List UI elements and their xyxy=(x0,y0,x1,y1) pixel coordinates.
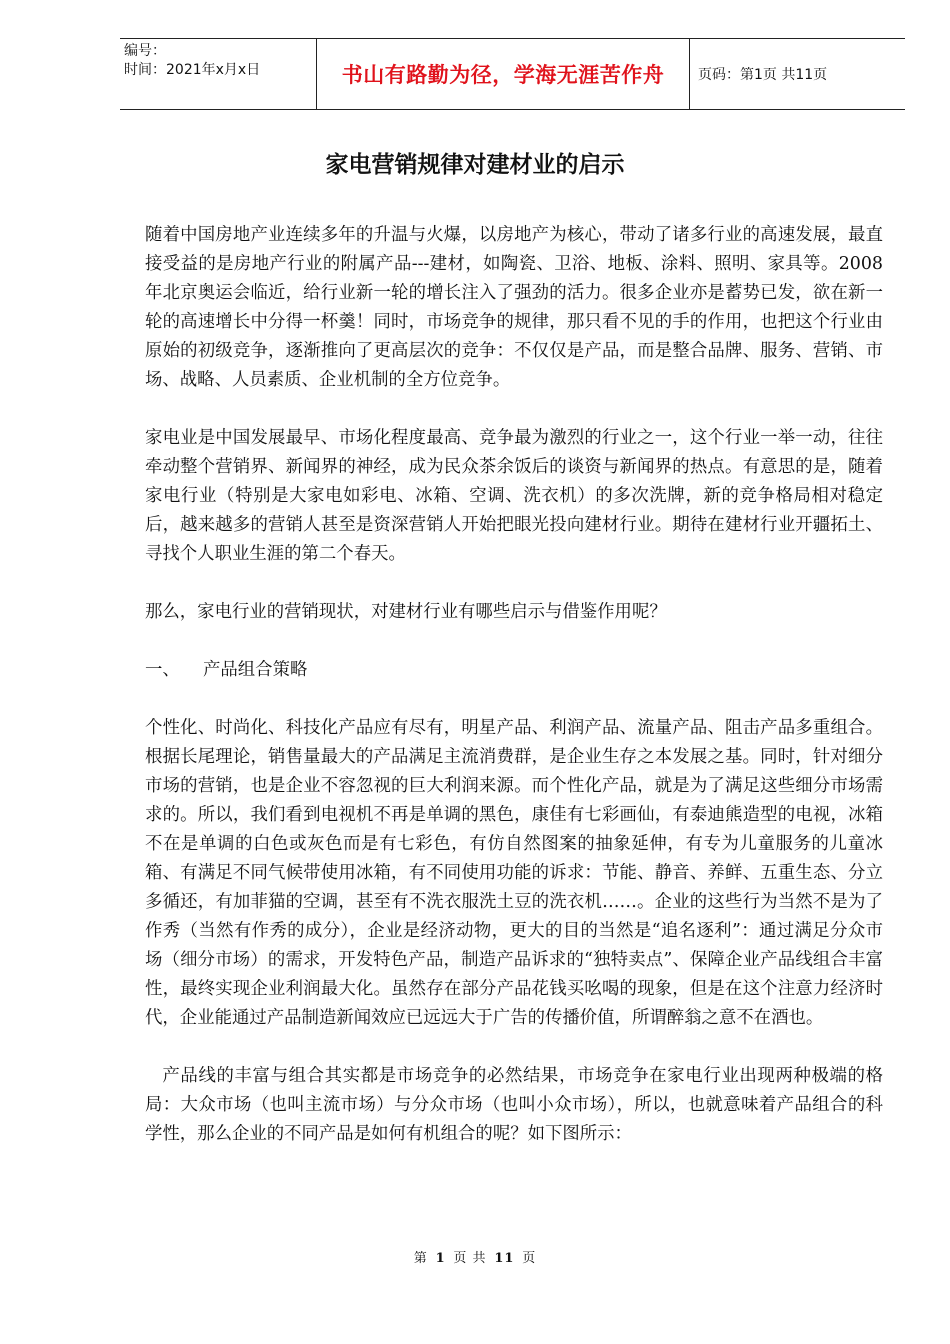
section-heading xyxy=(145,656,883,685)
footer-prefix: 第 xyxy=(413,1251,428,1266)
page-header xyxy=(120,38,905,110)
footer-total-pages: 11 xyxy=(494,1251,515,1266)
header-meta xyxy=(120,39,316,109)
section-heading-text: 产品组合策略 xyxy=(203,660,308,680)
header-page-info: 页码：第1页 共11页 xyxy=(698,67,828,83)
footer-suffix: 页 xyxy=(522,1251,537,1266)
paragraph: 个性化、时尚化、科技化产品应有尽有，明星产品、利润产品、流量产品、阻击产品多重组合。根据长尾理论，销售量最大的产品满足主流消费群，是企业生存之本发展之基。同时，针对细分市场的营销，也是企业不容忽视的巨大利润来源。而个性化产品，就是为了满足这些细分市场需求的。所以，我们看到电视机不再是单调的黑色，康佳有七彩画仙，有泰迪熊造型的电视，冰箱不在是单调的白色或灰色而是有七彩色，有仿自然图案的抽象延伸，有专为儿童服务的儿童冰箱、有满足不同气候带使用冰箱，有不同使用功能的诉求：节能、静音、养鲜、五重生态、分立多循还，有加菲猫的空调，甚至有不洗衣服洗土豆的洗衣机……。企业的这些行为当然不是为了作秀（当然有作秀的成分），企业是经济动物，更大的目的当然是“追名逐利”：通过满足分众市场（细分市场）的需求，开发特色产品，制造产品诉求的“独特卖点”、保障企业产品线组合丰富性，最终实现企业利润最大化。虽然存在部分产品花钱买吆喝的现象，但是在这个注意力经济时代，企业能通过产品制造新闻效应已远远大于广告的传播价值，所谓醉翁之意不在酒也。 xyxy=(145,718,883,1028)
paragraph: 产品线的丰富与组合其实都是市场竞争的必然结果，市场竞争在家电行业出现两种极端的格局：大众市场（也叫主流市场）与分众市场（也叫小众市场），所以，也就意味着产品组合的科学性，那么企业的不同产品是如何有机组合的呢？如下图所示： xyxy=(145,1066,883,1144)
footer-page-number: 1 xyxy=(435,1251,446,1266)
paragraph: 那么，家电行业的营销现状，对建材行业有哪些启示与借鉴作用呢？ xyxy=(145,602,667,622)
time-label: 时间：2021年x月x日 xyxy=(124,62,261,78)
paragraph: 随着中国房地产业连续多年的升温与火爆，以房地产为核心，带动了诸多行业的高速发展，最直接受益的是房地产行业的附属产品---建材，如陶瓷、卫浴、地板、涂料、照明、家具等。2008年北京奥运会临近，给行业新一轮的增长注入了强劲的活力。很多企业亦是蓄势已发，欲在新一轮的高速增长中分得一杯羹！同时，市场竞争的规律，那只看不见的手的作用，也把这个行业由原始的初级竞争，逐渐推向了更高层次的竞争：不仅仅是产品，而是整合品牌、服务、营销、市场、战略、人员素质、企业机制的全方位竞争。 xyxy=(145,225,883,390)
header-motto: 书山有路勤为径，学海无涯苦作舟 xyxy=(316,39,690,109)
document-title: 家电营销规律对建材业的启示 xyxy=(325,152,625,178)
code-label: 编号： xyxy=(124,43,166,59)
footer-middle: 页 共 xyxy=(453,1251,487,1266)
paragraph: 家电业是中国发展最早、市场化程度最高、竞争最为激烈的行业之一，这个行业一举一动，往往牵动整个营销界、新闻界的神经，成为民众茶余饭后的谈资与新闻界的热点。有意思的是，随着家电行业（特别是大家电如彩电、冰箱、空调、洗衣机）的多次洗牌，新的竞争格局相对稳定后，越来越多的营销人甚至是资深营销人开始把眼光投向建材行业。期待在建材行业开疆拓土、寻找个人职业生涯的第二个春天。 xyxy=(145,428,883,564)
document-body xyxy=(145,221,883,1178)
page-footer xyxy=(0,1247,950,1266)
section-number: 一、 xyxy=(145,660,180,680)
